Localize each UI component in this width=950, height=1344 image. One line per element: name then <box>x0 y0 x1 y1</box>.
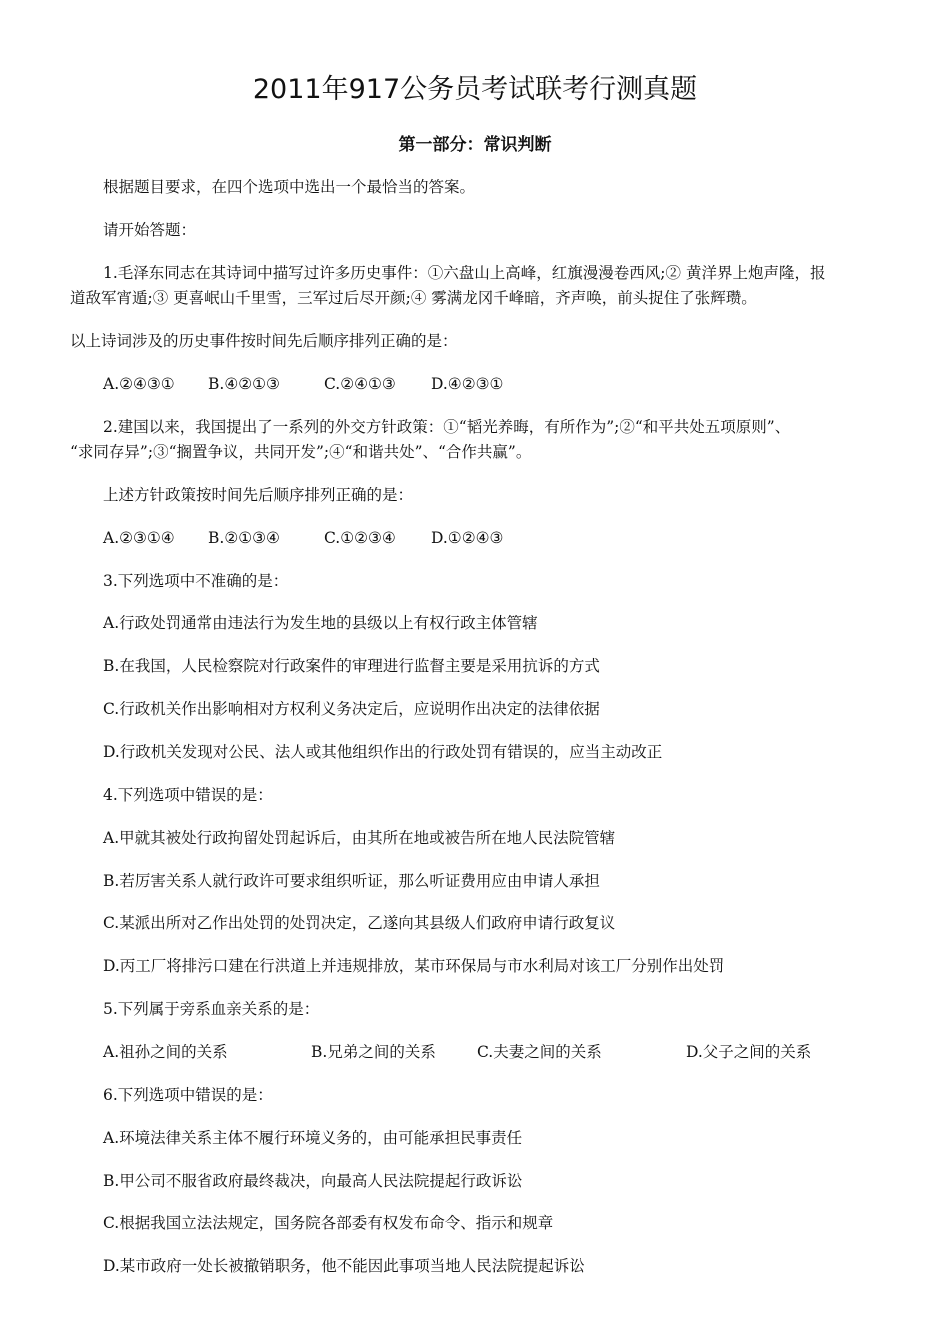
q2-text-line-1: 2.建国以来，我国提出了一系列的外交方针政策：①“韬光养晦，有所作为”;②“和平共处五项原则”、 <box>103 418 791 436</box>
q6-option-d: D.某市政府一处长被撤销职务，他不能因此事项当地人民法院提起诉讼 <box>103 1257 585 1275</box>
q2-option-c: C.①②③④ <box>324 529 396 547</box>
instruction-text: 根据题目要求，在四个选项中选出一个最恰当的答案。 <box>103 178 476 196</box>
q3-option-b: B.在我国，人民检察院对行政案件的审理进行监督主要是采用抗诉的方式 <box>103 657 600 675</box>
q5-option-b: B.兄弟之间的关系 <box>311 1043 436 1061</box>
q6-stem: 6.下列选项中错误的是： <box>103 1086 273 1104</box>
q2-stem: 上述方针政策按时间先后顺序排列正确的是： <box>103 486 414 504</box>
start-prompt: 请开始答题： <box>103 221 197 239</box>
q6-option-a: A.环境法律关系主体不履行环境义务的，由可能承担民事责任 <box>103 1129 523 1147</box>
q5-option-d: D.父子之间的关系 <box>686 1043 812 1061</box>
q1-option-b: B.④②①③ <box>208 375 280 393</box>
q4-option-d: D.丙工厂将排污口建在行洪道上并违规排放，某市环保局与市水利局对该工厂分别作出处罚 <box>103 957 725 975</box>
q1-option-d: D.④②③① <box>431 375 504 393</box>
q2-option-b: B.②①③④ <box>208 529 280 547</box>
q1-text-line-2: 道敌军宵遁;③ 更喜岷山千里雪，三军过后尽开颜;④ 雾满龙冈千峰暗，齐声唤，前头捉住了张辉瓒。 <box>70 289 757 307</box>
q4-option-a: A.甲就其被处行政拘留处罚起诉后，由其所在地或被告所在地人民法院管辖 <box>103 829 616 847</box>
q4-stem: 4.下列选项中错误的是： <box>103 786 273 804</box>
q1-option-c: C.②④①③ <box>324 375 396 393</box>
q5-option-c: C.夫妻之间的关系 <box>477 1043 602 1061</box>
q4-option-c: C.某派出所对乙作出处罚的处罚决定，乙遂向其县级人们政府申请行政复议 <box>103 914 616 932</box>
q1-stem: 以上诗词涉及的历史事件按时间先后顺序排列正确的是： <box>70 332 458 350</box>
q2-option-d: D.①②④③ <box>431 529 504 547</box>
q2-option-a: A.②③①④ <box>103 529 175 547</box>
q2-text-line-2: “求同存异”;③“搁置争议，共同开发”;④“和谐共处”、“合作共赢”。 <box>70 443 532 461</box>
q4-option-b: B.若厉害关系人就行政许可要求组织听证，那么听证费用应由申请人承担 <box>103 872 600 890</box>
document-title: 2011年917公务员考试联考行测真题 <box>252 74 698 105</box>
q3-stem: 3.下列选项中不准确的是： <box>103 572 289 590</box>
q1-text-line-1: 1.毛泽东同志在其诗词中描写过许多历史事件：①六盘山上高峰，红旗漫漫卷西风;② 黄洋界上炮声隆，报 <box>103 264 826 282</box>
q3-option-a: A.行政处罚通常由违法行为发生地的县级以上有权行政主体管辖 <box>103 614 538 632</box>
q5-stem: 5.下列属于旁系血亲关系的是： <box>103 1000 320 1018</box>
q1-option-a: A.②④③① <box>103 375 175 393</box>
section-heading: 第一部分：常识判断 <box>398 135 552 155</box>
q6-option-c: C.根据我国立法法规定，国务院各部委有权发布命令、指示和规章 <box>103 1214 554 1232</box>
q5-option-a: A.祖孙之间的关系 <box>103 1043 228 1061</box>
q3-option-c: C.行政机关作出影响相对方权利义务决定后，应说明作出决定的法律依据 <box>103 700 600 718</box>
q3-option-d: D.行政机关发现对公民、法人或其他组织作出的行政处罚有错误的，应当主动改正 <box>103 743 663 761</box>
q6-option-b: B.甲公司不服省政府最终裁决，向最高人民法院提起行政诉讼 <box>103 1172 523 1190</box>
